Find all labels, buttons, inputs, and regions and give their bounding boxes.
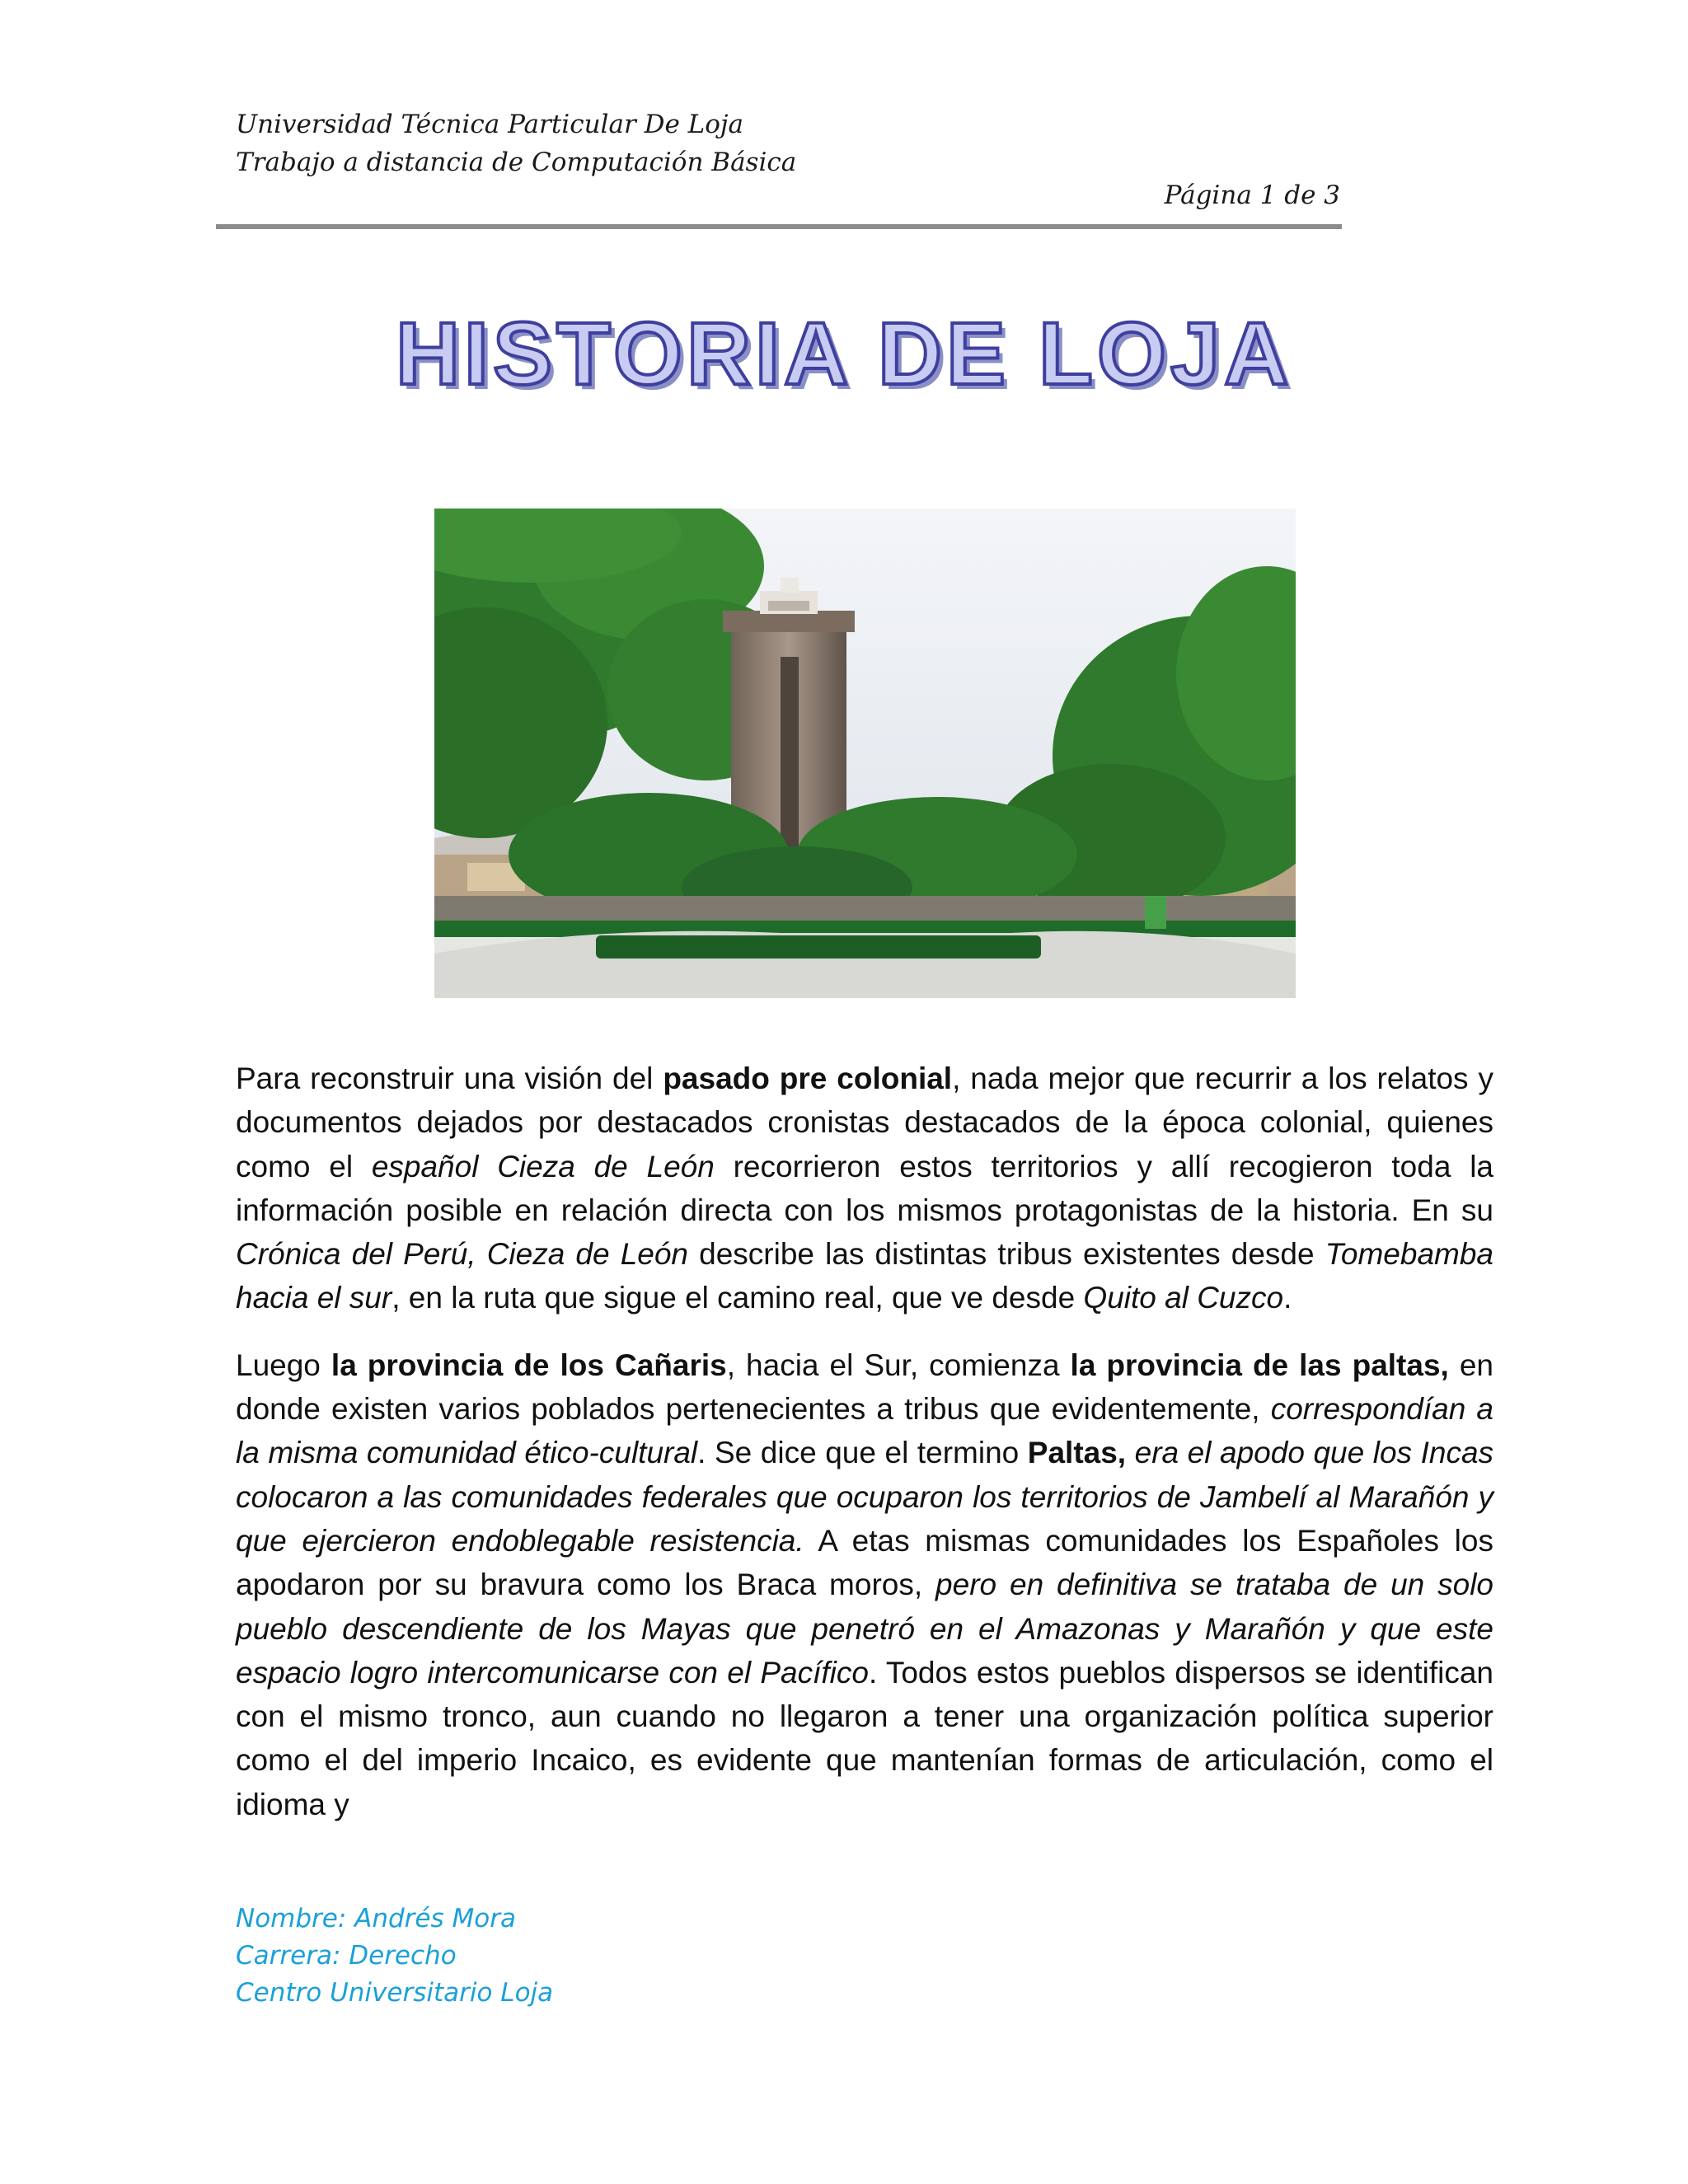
italic-phrase: pero en definitiva se trataba de un solo pueblo descendiente de los Mayas que penetró en el Amazonas y Marañón y que este espacio logro intercomunicarse con el Pacífico [236, 1568, 1494, 1690]
paragraph-text: . [1283, 1281, 1292, 1315]
paragraph-text: describe las distintas tribus existentes desde [688, 1237, 1325, 1272]
header-university: Universidad Técnica Particular De Loja [236, 110, 744, 139]
paragraph-text: Luego [236, 1347, 331, 1382]
italic-phrase: Crónica del Perú, Cieza de León [236, 1237, 689, 1272]
clock-tower-photo [434, 509, 1296, 998]
page-footer [236, 1900, 553, 2012]
header-page-number: Página 1 de 3 [1164, 180, 1340, 210]
bold-phrase: la provincia de los Cañaris [331, 1347, 727, 1382]
bold-phrase: pasado pre colonial [663, 1062, 953, 1095]
paragraph-text [1126, 1436, 1135, 1469]
italic-phrase: español Cieza de León [371, 1149, 715, 1183]
paragraph-text: , hacia el Sur, comienza [726, 1347, 1071, 1382]
paragraph-text: . Todos estos pueblos dispersos se identifican con el mismo tronco, aun cuando no llegaron a tener una organización política superior como el del imperio Incaico, es evidente que mantenían formas de articulación, como el idioma y [236, 1655, 1493, 1821]
paragraph-text: recorrieron estos territorios y allí recogieron toda la información posible en relación directa con los mismos protagonistas de la historia. En su [236, 1149, 1493, 1227]
title-wordart: HISTORIA DE LOJA [395, 303, 1293, 403]
body-text [236, 1057, 1493, 1849]
header-divider [216, 224, 1342, 229]
bold-phrase: la provincia de las paltas, [1070, 1347, 1449, 1382]
page-title [0, 302, 1688, 405]
paragraph-provincia-paltas [236, 1343, 1493, 1826]
italic-phrase: correspondían a la misma comunidad ético-cultural [236, 1392, 1493, 1470]
paragraph-text: A etas mismas comunidades los Españoles los apodaron por su bravura como los Braca moros, [236, 1523, 1493, 1602]
paragraph-text: , en la ruta que sigue el camino real, que ve desde [392, 1281, 1084, 1315]
paragraph-text: . Se dice que el termino [697, 1436, 1028, 1470]
paragraph-text: Para reconstruir una visión del [236, 1062, 663, 1095]
italic-phrase: Quito al Cuzco [1083, 1281, 1284, 1315]
bold-phrase: Paltas, [1027, 1436, 1127, 1470]
italic-phrase: Tomebamba hacia el sur [236, 1237, 1494, 1315]
header-course: Trabajo a distancia de Computación Básica [236, 148, 797, 177]
paragraph-text: , nada mejor que recurrir a los relatos y documentos dejados por destacados cronistas destacados de la época colonial, quienes como el [236, 1062, 1493, 1183]
paragraph-pasado-pre-colonial [236, 1057, 1493, 1320]
paragraph-text: en donde existen varios poblados pertenecientes a tribus que evidentemente, [236, 1347, 1494, 1427]
page-header [236, 105, 1340, 210]
footer-name: Nombre: Andrés Mora [236, 1904, 516, 1933]
italic-phrase: era el apodo que los Incas colocaron a las comunidades federales que ocuparon los territorios de Jambelí al Marañón y que ejercieron endoblegable resistencia. [236, 1436, 1494, 1558]
footer-center: Centro Universitario Loja [236, 1978, 554, 2008]
footer-career: Carrera: Derecho [236, 1941, 457, 1971]
